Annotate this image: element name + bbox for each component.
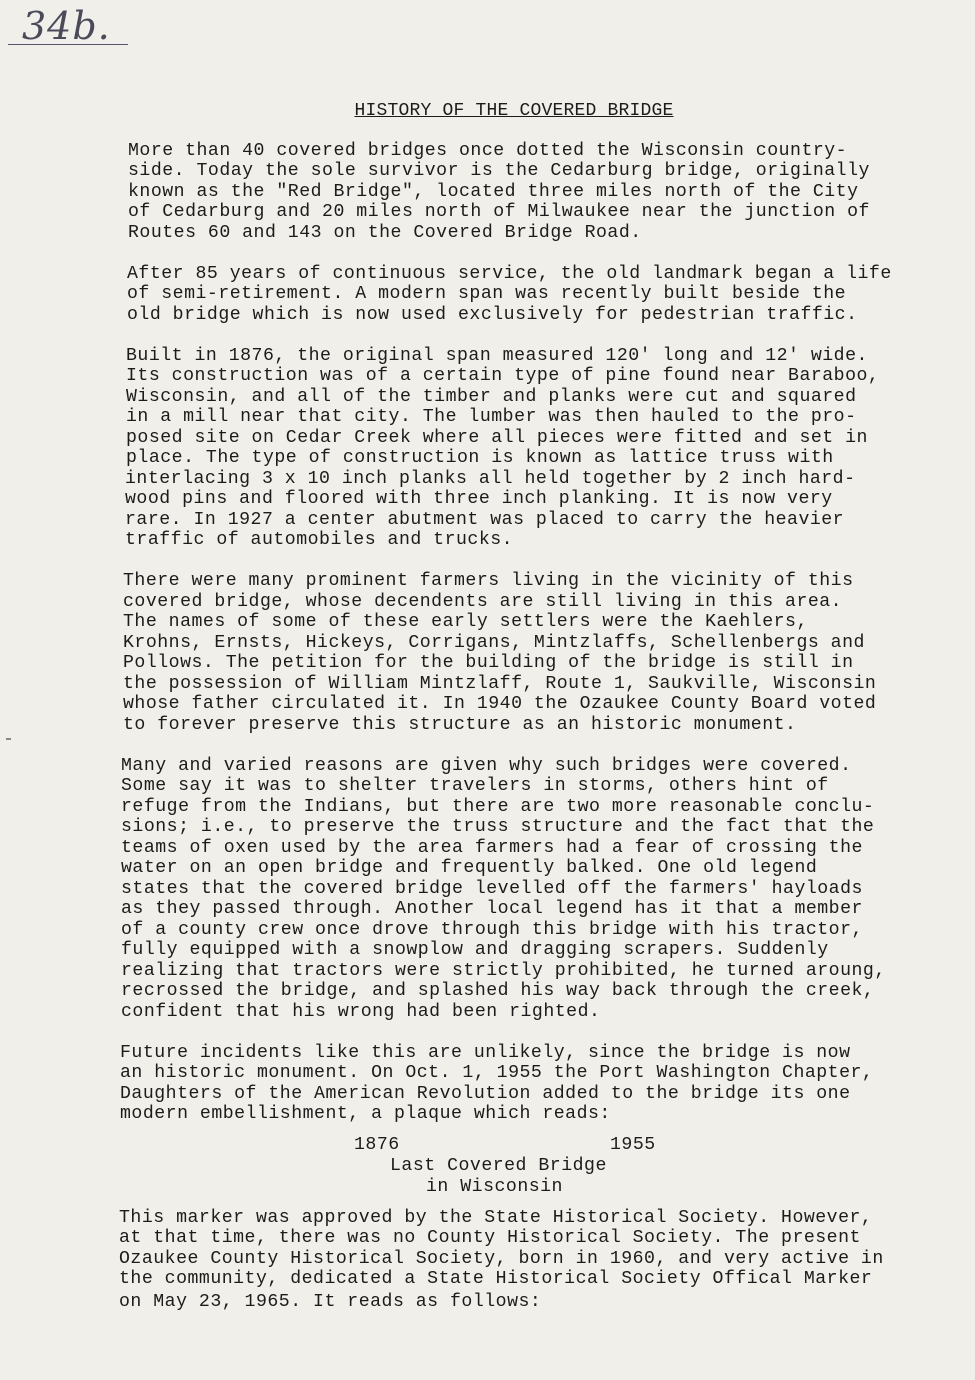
text-line: Some say it was to shelter travelers in storms, others hint of — [121, 776, 829, 796]
text-line: of semi-retirement. A modern span was recently built beside the — [127, 284, 847, 304]
text-line: sions; i.e., to preserve the truss structure and the fact that the — [121, 817, 875, 837]
text-line: on May 23, 1965. It reads as follows: — [119, 1292, 542, 1312]
plaque-line-2: in Wisconsin — [426, 1177, 563, 1197]
text-line: fully equipped with a snowplow and dragging scrapers. Suddenly — [121, 940, 829, 960]
text-line: realizing that tractors were strictly prohibited, he turned aroung, — [121, 961, 886, 981]
text-line: Pollows. The petition for the building of the bridge is still in — [123, 653, 854, 673]
text-line: Daughters of the American Revolution added to the bridge its one — [120, 1084, 851, 1104]
text-line: known as the "Red Bridge", located three miles north of the City — [128, 182, 859, 202]
text-line: There were many prominent farmers living in the vicinity of this — [123, 571, 854, 591]
text-line: The names of some of these early settlers were the Kaehlers, — [123, 612, 808, 632]
text-line: Future incidents like this are unlikely, since the bridge is now — [120, 1043, 851, 1063]
text-line: Krohns, Ernsts, Hickeys, Corrigans, Mintzlaffs, Schellenbergs and — [123, 633, 865, 653]
text-line: side. Today the sole survivor is the Cedarburg bridge, originally — [128, 161, 870, 181]
text-line: an historic monument. On Oct. 1, 1955 the Port Washington Chapter, — [120, 1063, 874, 1083]
text-line: states that the covered bridge levelled off the farmers' hayloads — [121, 879, 863, 899]
handwritten-page-number: 34b. — [22, 4, 111, 48]
document-title: HISTORY OF THE COVERED BRIDGE — [354, 101, 674, 121]
text-line: covered bridge, whose decendents are still living in this area. — [123, 592, 843, 612]
text-line: in a mill near that city. The lumber was then hauled to the pro- — [126, 407, 857, 427]
text-line: water on an open bridge and frequently balked. One old legend — [121, 858, 818, 878]
text-line: traffic of automobiles and trucks. — [125, 530, 514, 550]
text-line: whose father circulated it. In 1940 the Ozaukee County Board voted — [123, 694, 877, 714]
plaque-line-1: Last Covered Bridge — [390, 1156, 607, 1176]
text-line: as they passed through. Another local legend has it that a member — [121, 899, 863, 919]
text-line: the community, dedicated a State Historical Society Offical Marker — [119, 1269, 873, 1289]
text-line: the possession of William Mintzlaff, Route 1, Saukville, Wisconsin — [123, 674, 877, 694]
text-line: Many and varied reasons are given why such bridges were covered. — [121, 756, 852, 776]
text-line: old bridge which is now used exclusively for pedestrian traffic. — [127, 305, 858, 325]
text-line: Wisconsin, and all of the timber and planks were cut and squared — [126, 387, 857, 407]
text-line: Ozaukee County Historical Society, born in 1960, and very active in — [119, 1249, 884, 1269]
text-line: Its construction was of a certain type of pine found near Baraboo, — [126, 366, 880, 386]
handwritten-underline — [8, 44, 128, 45]
text-line: More than 40 covered bridges once dotted the Wisconsin country- — [128, 141, 848, 161]
text-line: refuge from the Indians, but there are two more reasonable conclu- — [121, 797, 875, 817]
text-line: of a county crew once drove through this bridge with his tractor, — [121, 920, 863, 940]
text-line: teams of oxen used by the area farmers had a fear of crossing the — [121, 838, 863, 858]
text-line: Built in 1876, the original span measured 120' long and 12' wide. — [126, 346, 868, 366]
text-line: wood pins and floored with three inch planking. It is now very — [125, 489, 833, 509]
text-line: Routes 60 and 143 on the Covered Bridge Road. — [128, 223, 642, 243]
plaque-year-right: 1955 — [610, 1135, 656, 1155]
text-line: at that time, there was no County Historical Society. The present — [119, 1228, 861, 1248]
text-line: place. The type of construction is known as lattice truss with — [126, 448, 834, 468]
text-line: of Cedarburg and 20 miles north of Milwaukee near the junction of — [128, 202, 870, 222]
text-line: This marker was approved by the State Historical Society. However, — [119, 1208, 873, 1228]
text-line: After 85 years of continuous service, the old landmark began a life — [127, 264, 892, 284]
text-line: posed site on Cedar Creek where all pieces were fitted and set in — [126, 428, 868, 448]
text-line: rare. In 1927 a center abutment was placed to carry the heavier — [125, 510, 845, 530]
text-line: recrossed the bridge, and splashed his way back through the creek, — [121, 981, 875, 1001]
text-line: to forever preserve this structure as an historic monument. — [123, 715, 797, 735]
margin-mark — [6, 738, 11, 740]
text-line: modern embellishment, a plaque which reads: — [120, 1104, 611, 1124]
text-line: interlacing 3 x 10 inch planks all held together by 2 inch hard- — [125, 469, 856, 489]
plaque-year-left: 1876 — [354, 1135, 400, 1155]
text-line: confident that his wrong had been righted. — [121, 1002, 601, 1022]
